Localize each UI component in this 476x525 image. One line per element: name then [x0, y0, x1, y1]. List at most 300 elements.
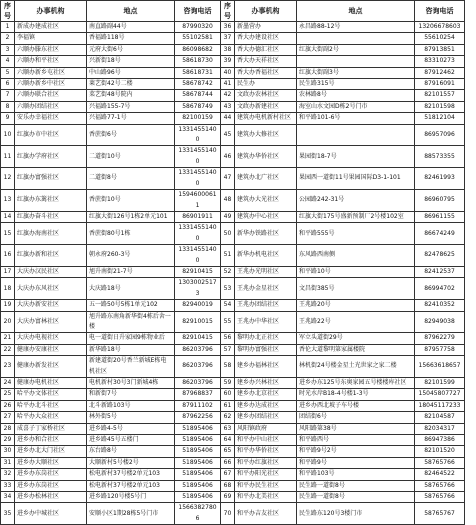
- office-name: 文政办新建社区: [235, 101, 297, 112]
- table-row: [1, 101, 465, 112]
- row-index: 69: [221, 492, 235, 503]
- office-name: 红旗办海南社区: [15, 223, 87, 245]
- office-name: 建筑办大修社区: [235, 124, 297, 146]
- phone: 87957758: [415, 344, 465, 355]
- address: 王兆路20号: [297, 300, 415, 311]
- address: 二道街10号: [87, 146, 175, 168]
- address: 安顺小区1期28栋5号门市: [87, 503, 175, 525]
- phone: 13314551400: [175, 168, 221, 190]
- phone: 51812104: [415, 113, 465, 124]
- row-index: 26: [1, 400, 15, 411]
- table-row: [1, 492, 465, 503]
- col-header-phone: 咨询电话: [415, 1, 465, 22]
- row-index: 4: [1, 56, 15, 67]
- row-index: 31: [1, 457, 15, 468]
- row-index: 11: [1, 146, 15, 168]
- phone: 15663618657: [415, 356, 465, 378]
- table-row: [1, 469, 465, 480]
- col-header-phone: 咨询电话: [175, 1, 221, 22]
- address: 旭升路东南角新华街4栋后舍一楼: [87, 311, 175, 333]
- table-row: [1, 146, 465, 168]
- row-index: 16: [1, 245, 15, 267]
- office-name: 进乡办松林社区: [15, 492, 87, 503]
- table-row: [1, 22, 465, 33]
- office-name: 进乡办和合社区: [15, 435, 87, 446]
- address: 和平路103号: [297, 469, 415, 480]
- phone: 86947386: [415, 435, 465, 446]
- address: 果园西一道街11号果园国际D3-1-101: [297, 168, 415, 190]
- address: 红旗大街126号1栋2单元101: [87, 211, 175, 222]
- office-name: 和平办民生社区: [235, 480, 297, 491]
- row-index: 30: [1, 446, 15, 457]
- phone: 58765766: [415, 492, 465, 503]
- office-name: 和平办华侨社区: [235, 446, 297, 457]
- address: 和平路西号: [297, 435, 415, 446]
- table-row: [1, 223, 465, 245]
- row-index: 61: [221, 400, 235, 411]
- office-name: 和平办阳光社区: [235, 469, 297, 480]
- phone: 58678749: [175, 101, 221, 112]
- office-name: 六顺办新乡屯社区: [15, 67, 87, 78]
- office-name: 和平办中山社区: [235, 435, 297, 446]
- phone: 86961155: [415, 211, 465, 222]
- address: 风阳路第38号: [297, 423, 415, 434]
- row-index: 46: [221, 146, 235, 168]
- address: 和平路101-6号: [297, 113, 415, 124]
- row-index: 1: [1, 22, 15, 33]
- row-index: 65: [221, 446, 235, 457]
- row-index: 28: [1, 423, 15, 434]
- table-row: [1, 79, 465, 90]
- phone: 82100159: [175, 113, 221, 124]
- office-name: 建乡办团结社区: [235, 412, 297, 423]
- address: 进乡路45号五楼门: [87, 435, 175, 446]
- row-index: 12: [1, 168, 15, 190]
- row-index: 35: [1, 503, 15, 525]
- row-index: 18: [1, 278, 15, 300]
- phone: 86674249: [415, 223, 465, 245]
- address: 大庆路18号: [87, 278, 175, 300]
- table-row: [1, 190, 465, 212]
- phone: 51895406: [175, 435, 221, 446]
- phone: 86957096: [415, 124, 465, 146]
- table-row: [1, 435, 465, 446]
- phone: 82034317: [415, 423, 465, 434]
- table-row: [1, 480, 465, 491]
- phone: 82104587: [415, 412, 465, 423]
- phone: 51895406: [175, 457, 221, 468]
- office-name: 哈平办大众社区: [15, 412, 87, 423]
- row-index: 49: [221, 211, 235, 222]
- office-name: 大庆办新安社区: [15, 300, 87, 311]
- address: 东风路西南侧: [297, 245, 415, 267]
- row-index: 38: [221, 44, 235, 55]
- phone: 82910415: [175, 266, 221, 277]
- table-row: [1, 124, 465, 146]
- address: 红旗大街副3号: [297, 67, 415, 78]
- office-name: 建乡办兴林社区: [235, 378, 297, 389]
- office-name: 红旗办学府社区: [15, 146, 87, 168]
- address: 新建道街20号香兰新城E栋电机社区: [87, 356, 175, 378]
- office-name: 和平办红旗社区: [235, 457, 297, 468]
- address: 香蔗街80号1栋: [87, 223, 175, 245]
- row-index: 9: [1, 113, 15, 124]
- row-index: 22: [1, 344, 15, 355]
- row-index: 64: [221, 435, 235, 446]
- office-name: 和平办吉友社区: [235, 503, 297, 525]
- row-index: 44: [221, 113, 235, 124]
- address: [297, 33, 415, 44]
- phone: 82464522: [415, 469, 465, 480]
- row-index: 62: [221, 412, 235, 423]
- office-name: 新成办建成社区: [15, 22, 87, 33]
- office-name: 健康办新发社区: [15, 356, 87, 378]
- col-header-office: 办事机构: [235, 1, 297, 22]
- address: 香伦大道黎明第家属楼院: [297, 344, 415, 355]
- row-index: 51: [221, 245, 235, 267]
- row-index: 24: [1, 378, 15, 389]
- address: 永昌路88-12号: [297, 22, 415, 33]
- office-name: 建筑办大光社区: [235, 190, 297, 212]
- phone: 15045807727: [415, 389, 465, 400]
- phone: 55610254: [415, 33, 465, 44]
- address: 进乡路4-5号: [87, 423, 175, 434]
- office-name: 六顺办滕东社区: [15, 44, 87, 55]
- address: 和平路555号: [297, 223, 415, 245]
- office-name: 建乡办达成社区: [235, 400, 297, 411]
- table-row: [1, 245, 465, 267]
- row-index: 48: [221, 190, 235, 212]
- address: 香蔗街6号: [87, 124, 175, 146]
- row-index: 8: [1, 101, 15, 112]
- office-name: 王兆办金星社区: [235, 278, 297, 300]
- address: 王兆路22号: [297, 311, 415, 333]
- row-index: 53: [221, 278, 235, 300]
- row-index: 52: [221, 266, 235, 277]
- office-name: 建筑办中心社区: [235, 211, 297, 222]
- phone: 82910015: [175, 311, 221, 333]
- phone: 13314551400: [175, 245, 221, 267]
- office-name: 建筑办北广社区: [235, 168, 297, 190]
- office-name: 建筑办华侨社区: [235, 146, 297, 168]
- row-index: 21: [1, 333, 15, 344]
- address: 松电新村37号楼2单元103: [87, 469, 175, 480]
- office-name: 香大办香福社区: [235, 67, 297, 78]
- address: 新华路18号: [87, 344, 175, 355]
- office-name: 王兆办团结社区: [235, 300, 297, 311]
- phone: 88573355: [415, 146, 465, 168]
- office-name: 红旗办富强社区: [15, 168, 87, 190]
- office-name: 大庆办汉民社区: [15, 266, 87, 277]
- address: 军立头道街29号: [297, 333, 415, 344]
- row-index: 60: [221, 389, 235, 400]
- phone: 51895406: [175, 480, 221, 491]
- office-name: 红旗办市中社区: [15, 124, 87, 146]
- address: 和平路10号: [297, 266, 415, 277]
- table-row: [1, 446, 465, 457]
- row-index: 25: [1, 389, 15, 400]
- phone: 87990320: [175, 22, 221, 33]
- address: [297, 56, 415, 67]
- address: 东台路8号: [87, 446, 175, 457]
- office-name: 六顺办和平社区: [15, 56, 87, 67]
- office-name: 民生办: [235, 79, 297, 90]
- phone: 51895406: [175, 469, 221, 480]
- row-index: 54: [221, 300, 235, 311]
- col-header-office: 办事机构: [15, 1, 87, 22]
- phone: 86994702: [415, 278, 465, 300]
- table-row: [1, 311, 465, 333]
- office-name: 六顺办联合社区: [15, 90, 87, 101]
- row-index: 43: [221, 101, 235, 112]
- table-row: [1, 378, 465, 389]
- address: 莱艺街42号二楼: [87, 79, 175, 90]
- phone: 87962279: [415, 333, 465, 344]
- phone: 82478625: [415, 245, 465, 267]
- row-index: 39: [221, 56, 235, 67]
- table-row: [1, 356, 465, 378]
- address: 文昌街385号: [297, 278, 415, 300]
- table-row: [1, 168, 465, 190]
- table-row: [1, 300, 465, 311]
- address: 香蔗街10号: [87, 190, 175, 212]
- table-row: [1, 400, 465, 411]
- row-index: 23: [1, 356, 15, 378]
- address: 和平路9号: [297, 457, 415, 468]
- address: 兴福路77-1号: [87, 113, 175, 124]
- row-index: 66: [221, 457, 235, 468]
- office-name: 大庆办富林社区: [15, 311, 87, 333]
- address: 农林路8号: [297, 90, 415, 101]
- phone: 87911102: [175, 400, 221, 411]
- office-name: 香大办德汇社区: [235, 44, 297, 55]
- col-header-address: 地点: [297, 1, 415, 22]
- row-index: 20: [1, 311, 15, 333]
- address: 果园街18-7号: [297, 146, 415, 168]
- address: 元府大街6号: [87, 44, 175, 55]
- row-index: 27: [1, 412, 15, 423]
- phone: 58678742: [175, 79, 221, 90]
- office-name: 黎明办北正社区: [235, 333, 297, 344]
- table-row: [1, 90, 465, 101]
- address: 电一道街日升家园9栋物业后: [87, 333, 175, 344]
- office-name: 大庆办电视社区: [15, 333, 87, 344]
- phone: 83310273: [415, 56, 465, 67]
- table-row: [1, 457, 465, 468]
- address: 大顺新村5号楼2号: [87, 457, 175, 468]
- office-name: 六顺办团结社区: [15, 101, 87, 112]
- address: 林外街5号: [87, 412, 175, 423]
- office-name: 新华办机电社区: [235, 245, 297, 267]
- phone: 86098682: [175, 44, 221, 55]
- phone: 13030025173: [175, 278, 221, 300]
- col-header-address: 地点: [87, 1, 175, 22]
- address: 民生路东120号3楼门市: [297, 503, 415, 525]
- address: 红旗大街副2号: [297, 44, 415, 55]
- phone: 13314551400: [175, 146, 221, 168]
- office-name: 文政办农林社区: [235, 90, 297, 101]
- address: [297, 124, 415, 146]
- office-name: 进乡办大顺社区: [15, 457, 87, 468]
- row-index: 14: [1, 211, 15, 222]
- row-index: 13: [1, 190, 15, 212]
- phone: 86203796: [175, 378, 221, 389]
- phone: 58618731: [175, 67, 221, 78]
- row-index: 42: [221, 90, 235, 101]
- row-index: 56: [221, 333, 235, 344]
- office-name: 王兆办光明社区: [235, 266, 297, 277]
- office-name: 红旗办东篱社区: [15, 190, 87, 212]
- office-name: 哈平办文体社区: [15, 389, 87, 400]
- phone: 86901911: [175, 211, 221, 222]
- phone: 82940019: [175, 300, 221, 311]
- row-index: 55: [221, 311, 235, 333]
- office-name: 六顺办新乡中社区: [15, 79, 87, 90]
- phone: 87916091: [415, 79, 465, 90]
- address: 进乡办西北坡子车号楼: [297, 400, 415, 411]
- phone: 18045117233: [415, 400, 465, 411]
- office-name: 安乐办幸福社区: [15, 113, 87, 124]
- office-name: 黎明办富强社区: [235, 344, 297, 355]
- phone: 86960795: [415, 190, 465, 212]
- phone: 58765767: [415, 503, 465, 525]
- office-name: 建筑办电机新村社区: [235, 113, 297, 124]
- office-name: 进乡办北大门社区: [15, 446, 87, 457]
- address: 和新街7号: [87, 389, 175, 400]
- phone: 82949038: [415, 311, 465, 333]
- address: 公园路242-31号: [297, 190, 415, 212]
- row-index: 2: [1, 33, 15, 44]
- row-index: 10: [1, 124, 15, 146]
- phone: 58618730: [175, 56, 221, 67]
- row-index: 7: [1, 90, 15, 101]
- office-name: 建乡办北京社区: [235, 389, 297, 400]
- row-index: 37: [221, 33, 235, 44]
- table-row: [1, 67, 465, 78]
- table-row: [1, 56, 465, 67]
- office-name: 进乡办东岗社区: [15, 480, 87, 491]
- table-row: [1, 333, 465, 344]
- row-index: 32: [1, 469, 15, 480]
- row-index: 17: [1, 266, 15, 277]
- address: 五一路50号5栋1单元102: [87, 300, 175, 311]
- address: 时光水岸B18-4号楼1-3号: [297, 389, 415, 400]
- address: 兴福路155-7号: [87, 101, 175, 112]
- address: 海室山水文园D栋2号门市: [297, 101, 415, 112]
- office-name: 进乡办中城社区: [15, 503, 87, 525]
- address: 南直路副44号: [87, 22, 175, 33]
- row-index: 40: [221, 67, 235, 78]
- phone: 51895406: [175, 446, 221, 457]
- col-header-index: 序号: [1, 1, 15, 22]
- address: 林机街24号楼金星土光世家之家二楼: [297, 356, 415, 378]
- row-index: 67: [221, 469, 235, 480]
- address: 民生路一道街8号: [297, 492, 415, 503]
- row-index: 5: [1, 67, 15, 78]
- phone: 82910415: [175, 333, 221, 344]
- address: 和平路9号2号: [297, 446, 415, 457]
- table-row: [1, 344, 465, 355]
- office-name: 红旗办奋斗社区: [15, 211, 87, 222]
- address: 朝永府260-3号: [87, 245, 175, 267]
- row-index: 50: [221, 223, 235, 245]
- address: 旭升南街21-7号: [87, 266, 175, 277]
- phone: 82410352: [415, 300, 465, 311]
- office-name: 香大办建设社区: [235, 33, 297, 44]
- phone: 87968837: [175, 389, 221, 400]
- row-index: 6: [1, 79, 15, 90]
- address: 民生路一道街8号: [297, 480, 415, 491]
- address: 团结街6号: [297, 412, 415, 423]
- office-name: 红旗办新和社区: [15, 245, 87, 267]
- address: 中山路96号: [87, 67, 175, 78]
- phone: 87913851: [415, 44, 465, 55]
- phone: 86203796: [175, 344, 221, 355]
- phone: 13314551400: [175, 124, 221, 146]
- office-name: 健康办安康社区: [15, 344, 87, 355]
- table-header-row: [1, 1, 465, 22]
- row-index: 68: [221, 480, 235, 491]
- address: 松电新村37号楼2单元103: [87, 480, 175, 491]
- table-row: [1, 211, 465, 222]
- phone: 82461993: [415, 168, 465, 190]
- row-index: 57: [221, 344, 235, 355]
- phone: 58765766: [415, 480, 465, 491]
- row-index: 3: [1, 44, 15, 55]
- row-index: 47: [221, 168, 235, 190]
- address: 菜艺街48号院内: [87, 90, 175, 101]
- table-row: [1, 266, 465, 277]
- row-index: 36: [221, 22, 235, 33]
- phone: 86203796: [175, 356, 221, 378]
- table-row: [1, 44, 465, 55]
- office-name: 成喜子丁家桥社区: [15, 423, 87, 434]
- phone: 82101557: [415, 90, 465, 101]
- phone: 58765766: [415, 457, 465, 468]
- row-index: 45: [221, 124, 235, 146]
- row-index: 34: [1, 492, 15, 503]
- phone: 55102581: [175, 33, 221, 44]
- office-name: 哈平办北斗社区: [15, 400, 87, 411]
- phone: 58678744: [175, 90, 221, 101]
- row-index: 63: [221, 423, 235, 434]
- table-row: [1, 33, 465, 44]
- phone: 15663827806: [175, 503, 221, 525]
- phone: 82412537: [415, 266, 465, 277]
- office-name: 新华办铁路社区: [235, 223, 297, 245]
- address: 进乡办东125号东奥家园五号楼楼库社区: [297, 378, 415, 389]
- row-index: 41: [221, 79, 235, 90]
- phone: 51895406: [175, 423, 221, 434]
- office-name: 新墨营办: [235, 22, 297, 33]
- office-name: 健康办电机社区: [15, 378, 87, 389]
- table-row: [1, 113, 465, 124]
- office-name: 王兆办中华社区: [235, 311, 297, 333]
- phone: 13314551400: [175, 223, 221, 245]
- row-index: 15: [1, 223, 15, 245]
- phone: 87912462: [415, 67, 465, 78]
- address: 电机新村30号3门新城4栋: [87, 378, 175, 389]
- address: 民生路315号: [297, 79, 415, 90]
- table-row: [1, 503, 465, 525]
- col-header-index: 序号: [221, 1, 235, 22]
- table-row: [1, 412, 465, 423]
- row-index: 58: [221, 356, 235, 378]
- office-name: 李福镇: [15, 33, 87, 44]
- phone: 82101599: [415, 378, 465, 389]
- table-row: [1, 423, 465, 434]
- office-name: 香大办天祥社区: [235, 56, 297, 67]
